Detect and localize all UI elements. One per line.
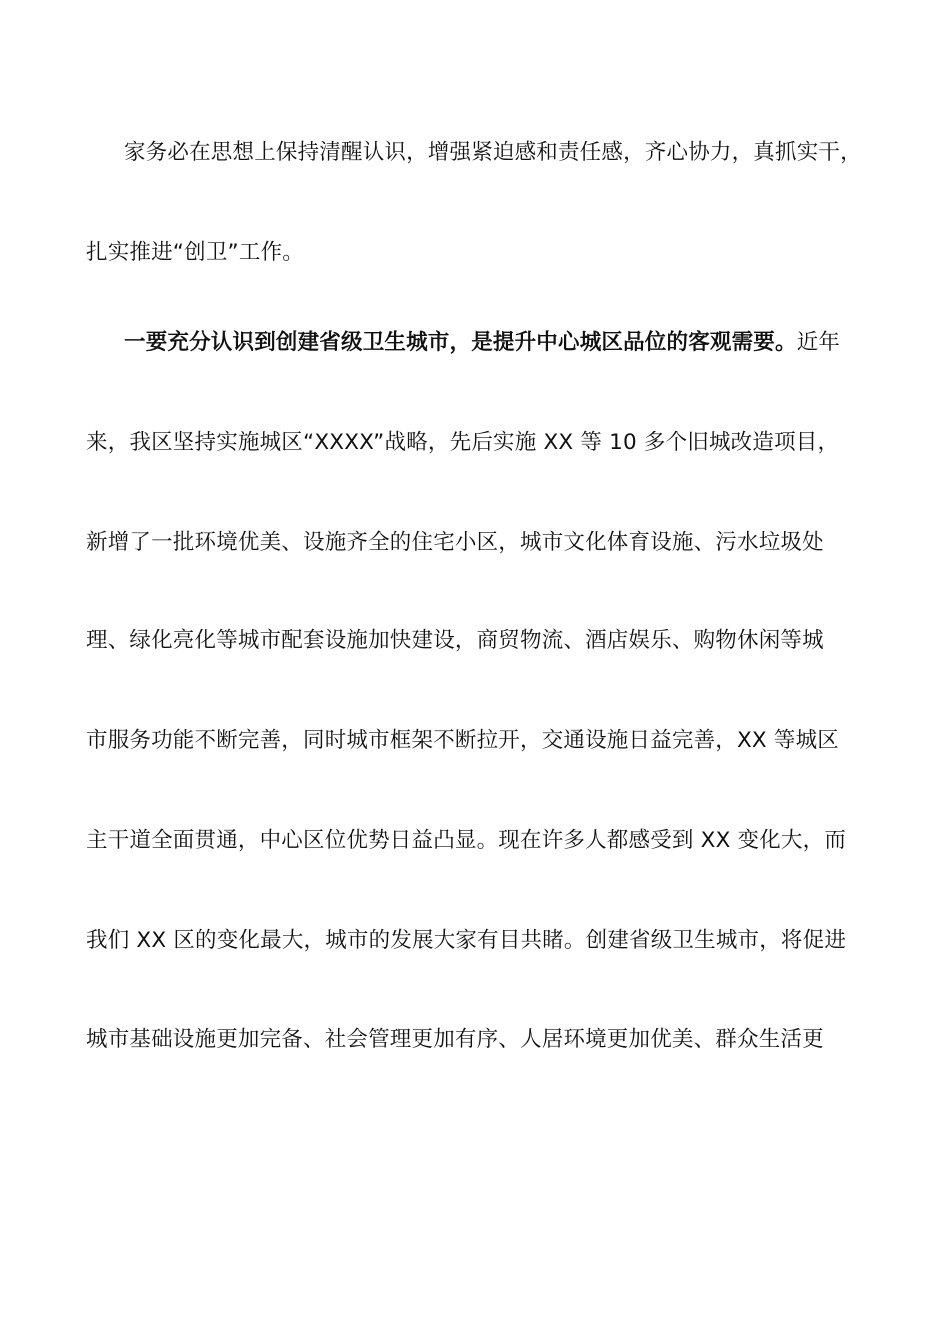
- paragraph-line-3: [124, 328, 880, 358]
- paragraph-line-7: 市服务功能不断完善，同时城市框架不断拉开，交通设施日益完善，XX 等城区: [86, 728, 839, 753]
- paragraph-line-9: 我们 XX 区的变化最大，城市的发展大家有目共睹。创建省级卫生城市，将促进: [86, 928, 847, 953]
- paragraph-line-8: 主干道全面贯通，中心区位优势日益凸显。现在许多人都感受到 XX 变化大，而: [86, 828, 847, 853]
- paragraph-line-10: 城市基础设施更加完备、社会管理更加有序、人居环境更加优美、群众生活更: [86, 1027, 824, 1052]
- paragraph-line-4: 来，我区坚持实施城区“XXXX”战略，先后实施 XX 等 10 多个旧城改造项目，: [86, 430, 840, 455]
- paragraph-line-2: 扎实推进“创卫”工作。: [86, 240, 304, 265]
- heading-continuation-text: 近年: [796, 330, 841, 355]
- paragraph-line-6: 理、绿化亮化等城市配套设施加快建设，商贸物流、酒店娱乐、购物休闲等城: [86, 628, 824, 653]
- bold-heading-text: 一要充分认识到创建省级卫生城市，是提升中心城区品位的客观需要。: [124, 330, 797, 355]
- paragraph-line-1: 家务必在思想上保持清醒认识，增强紧迫感和责任感，齐心协力，真抓实干，: [124, 140, 862, 165]
- paragraph-line-5: 新增了一批环境优美、设施齐全的住宅小区，城市文化体育设施、污水垃圾处: [86, 530, 824, 555]
